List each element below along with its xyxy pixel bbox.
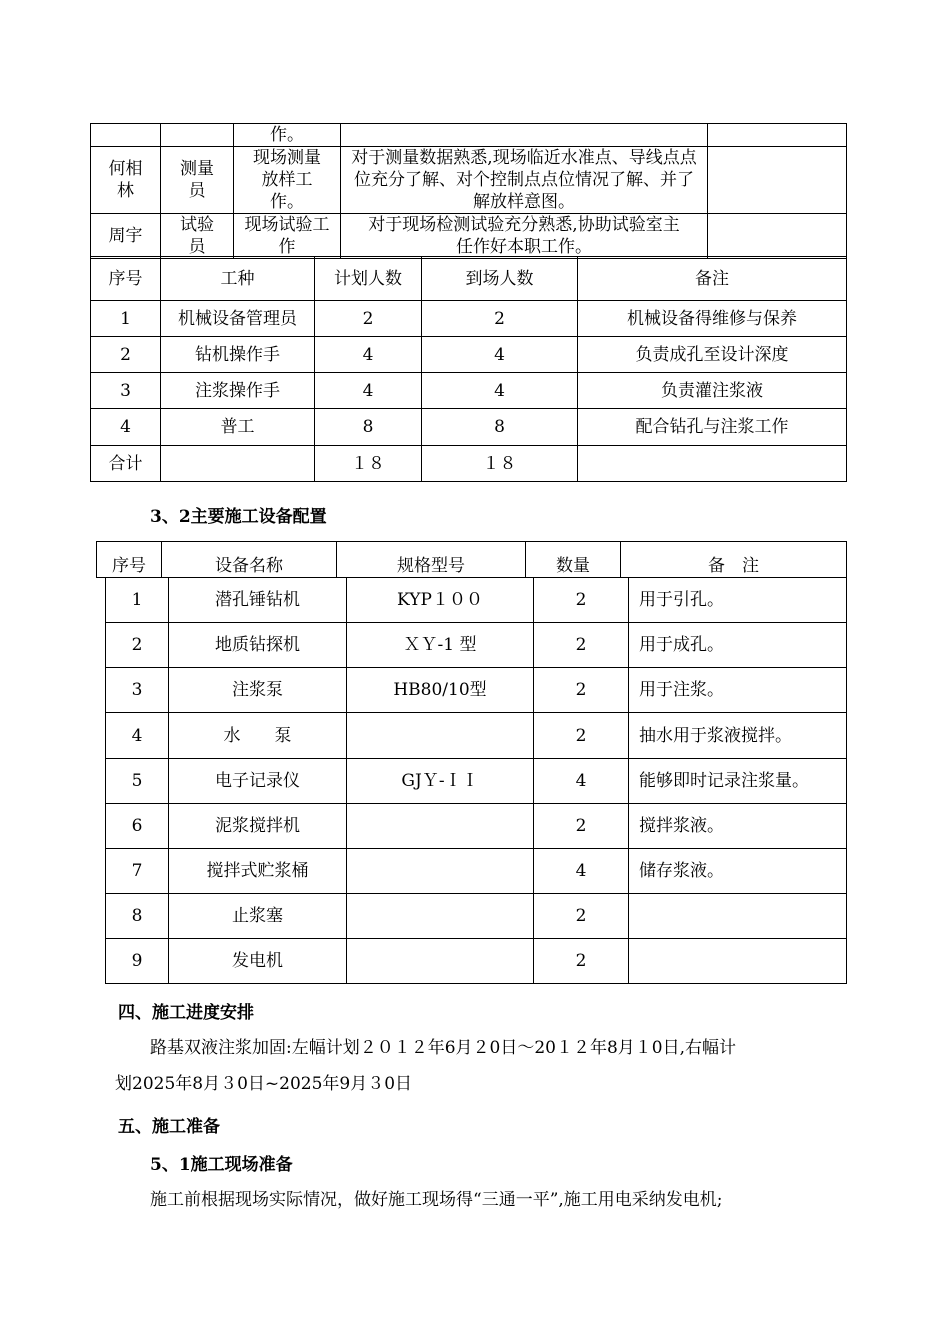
cell: 2 (422, 301, 578, 337)
cell: 电子记录仪 (169, 759, 347, 804)
cell: 5 (106, 759, 169, 804)
cell: 2 (534, 894, 629, 939)
col-header: 设备名称 (162, 542, 337, 578)
cell: 1 (106, 578, 169, 623)
schedule-paragraph-line2: 划2025年8月３0日~2025年9月３0日 (115, 1074, 413, 1094)
cell: 能够即时记录注浆量。 (629, 759, 847, 804)
table-row (91, 446, 847, 482)
table-row (91, 373, 847, 409)
table-row (106, 578, 847, 623)
table-row (91, 124, 847, 147)
cell: 2 (534, 939, 629, 984)
table-row (91, 147, 847, 214)
cell: 2 (534, 623, 629, 668)
cell: 钻机操作手 (161, 337, 315, 373)
cell: １８ (315, 446, 422, 482)
staff-note (708, 214, 847, 259)
cell: 合计 (91, 446, 161, 482)
cell: 2 (91, 337, 161, 373)
col-header: 备注 (578, 257, 847, 301)
cell: 2 (534, 804, 629, 849)
cell: 2 (534, 578, 629, 623)
cell: 发电机 (169, 939, 347, 984)
col-header: 工种 (161, 257, 315, 301)
cell: 搅拌式贮浆桶 (169, 849, 347, 894)
table-row (106, 668, 847, 713)
cell: GJＹ-ＩＩ (347, 759, 534, 804)
cell: 普工 (161, 409, 315, 446)
cell: 2 (534, 668, 629, 713)
staff-name (91, 124, 161, 147)
cell: 机械设备得维修与保养 (578, 301, 847, 337)
cell: ＸＹ-1 型 (347, 623, 534, 668)
staff-role: 试验员 (161, 214, 234, 259)
cell: 4 (534, 849, 629, 894)
staff-work: 现场测量放样工作。 (234, 147, 341, 214)
table-row (106, 804, 847, 849)
col-header: 序号 (97, 542, 162, 578)
staff-desc: 对于测量数据熟悉,现场临近水准点、导线点点位充分了解、对个控制点点位情况了解、并了解放样意图。 (341, 147, 708, 214)
cell: 7 (106, 849, 169, 894)
cell: 地质钻探机 (169, 623, 347, 668)
cell: 6 (106, 804, 169, 849)
cell: 4 (315, 373, 422, 409)
staff-table (90, 123, 847, 259)
site-prep-paragraph: 施工前根据现场实际情况，做好施工现场得“三通一平”,施工用电采纳发电机; (150, 1190, 723, 1210)
cell (347, 939, 534, 984)
cell: 用于成孔。 (629, 623, 847, 668)
cell: 4 (534, 759, 629, 804)
cell: 储存浆液。 (629, 849, 847, 894)
cell: 泥浆搅拌机 (169, 804, 347, 849)
cell: 配合钻孔与注浆工作 (578, 409, 847, 446)
staff-note (708, 124, 847, 147)
cell: 8 (315, 409, 422, 446)
cell: 8 (106, 894, 169, 939)
staff-role: 测量员 (161, 147, 234, 214)
cell: 机械设备管理员 (161, 301, 315, 337)
staff-desc: 对于现场检测试验充分熟悉,协助试验室主任作好本职工作。 (341, 214, 708, 259)
staff-work: 现场试验工作 (234, 214, 341, 259)
cell: 1 (91, 301, 161, 337)
table-row (91, 214, 847, 259)
table-header-row (91, 257, 847, 301)
cell (347, 804, 534, 849)
cell: 搅拌浆液。 (629, 804, 847, 849)
cell: 抽水用于浆液搅拌。 (629, 713, 847, 759)
table-row (91, 337, 847, 373)
cell: 4 (106, 713, 169, 759)
cell: KYP１００ (347, 578, 534, 623)
table-row (106, 759, 847, 804)
cell: 潜孔锤钻机 (169, 578, 347, 623)
cell: 止浆塞 (169, 894, 347, 939)
cell: 注浆操作手 (161, 373, 315, 409)
col-header: 规格型号 (337, 542, 526, 578)
cell (347, 849, 534, 894)
cell: １８ (422, 446, 578, 482)
col-header: 数量 (526, 542, 621, 578)
table-row (106, 713, 847, 759)
section-heading-5-1: 5、1施工现场准备 (150, 1155, 293, 1175)
cell (629, 939, 847, 984)
cell (347, 713, 534, 759)
cell: 负责灌注浆液 (578, 373, 847, 409)
staff-name: 周宇 (91, 214, 161, 259)
staff-name: 何相林 (91, 147, 161, 214)
cell (347, 894, 534, 939)
staff-desc (341, 124, 708, 147)
schedule-paragraph-line1: 路基双液注浆加固:左幅计划２０１２年6月２0日～20１２年8月１0日,右幅计 (150, 1038, 737, 1058)
equipment-header (96, 541, 847, 578)
cell: 4 (91, 409, 161, 446)
cell: 2 (534, 713, 629, 759)
cell: 负责成孔至设计深度 (578, 337, 847, 373)
cell: 4 (422, 373, 578, 409)
cell (161, 446, 315, 482)
equipment-table (105, 577, 847, 984)
col-header: 计划人数 (315, 257, 422, 301)
cell: 水 泵 (169, 713, 347, 759)
labor-table (90, 256, 847, 482)
staff-note (708, 147, 847, 214)
cell: 2 (315, 301, 422, 337)
section-heading-3-2: 3、2主要施工设备配置 (150, 507, 327, 527)
section-heading-4: 四、施工进度安排 (118, 1003, 254, 1023)
table-row (106, 623, 847, 668)
cell: 3 (91, 373, 161, 409)
cell: 9 (106, 939, 169, 984)
col-header: 到场人数 (422, 257, 578, 301)
cell: 8 (422, 409, 578, 446)
cell: 用于注浆。 (629, 668, 847, 713)
cell: 4 (315, 337, 422, 373)
col-header: 序号 (91, 257, 161, 301)
cell: 4 (422, 337, 578, 373)
staff-role (161, 124, 234, 147)
section-heading-5: 五、施工准备 (118, 1117, 220, 1137)
cell (578, 446, 847, 482)
staff-work: 作。 (234, 124, 341, 147)
cell: 3 (106, 668, 169, 713)
cell: 2 (106, 623, 169, 668)
table-row (91, 301, 847, 337)
cell: 用于引孔。 (629, 578, 847, 623)
table-row (106, 939, 847, 984)
table-row (91, 409, 847, 446)
table-row (106, 849, 847, 894)
cell: HB80/10型 (347, 668, 534, 713)
table-row (106, 894, 847, 939)
table-header-row (97, 542, 847, 578)
cell: 注浆泵 (169, 668, 347, 713)
cell (629, 894, 847, 939)
col-header: 备 注 (621, 542, 847, 578)
